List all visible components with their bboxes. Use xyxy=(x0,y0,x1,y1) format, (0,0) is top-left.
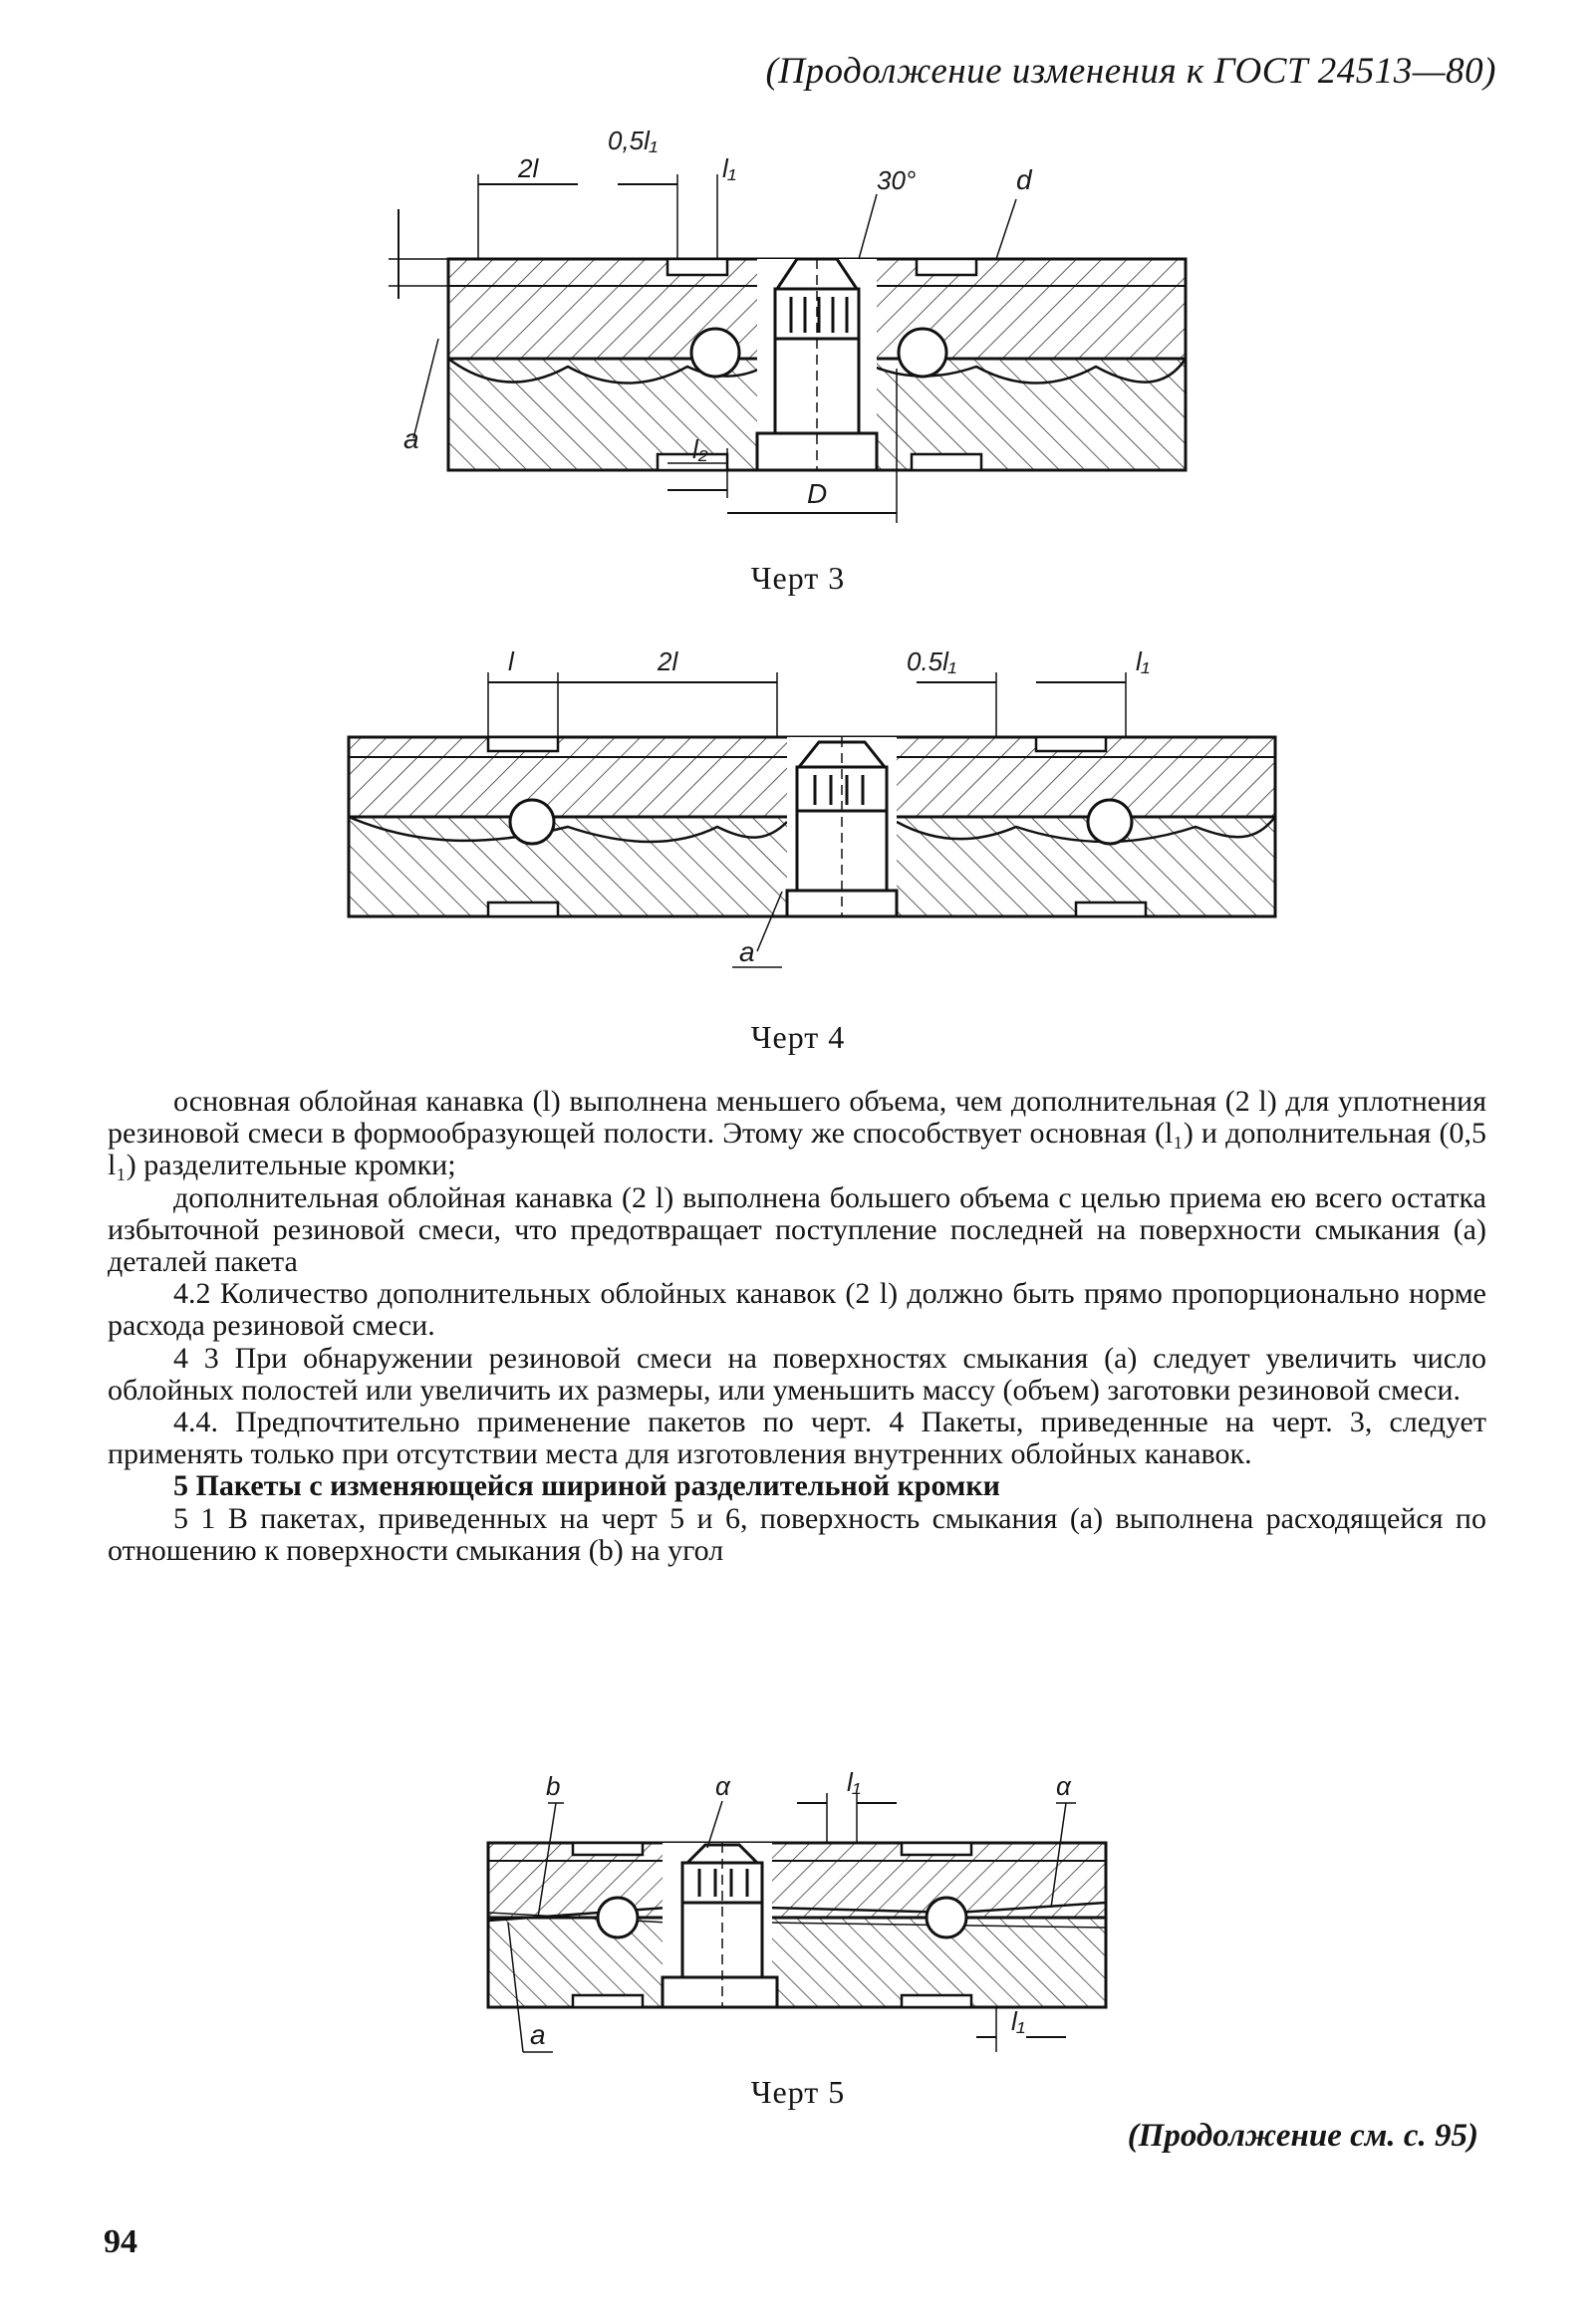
label-l: l xyxy=(508,646,514,676)
label-l1-bottom: l₁ xyxy=(1011,2006,1025,2036)
continuation-note: (Продолжение см. с. 95) xyxy=(1127,2118,1478,2154)
label-l2: l₂ xyxy=(692,434,708,464)
paragraph: 4 3 При обнаружении резиновой смеси на поверхностях смыкания (a) следует увеличить число облойных полостей или увеличить их размеры, или уменьшить массу (объем) заготовки резиновой смеси. xyxy=(108,1341,1486,1407)
label-2l: 2l xyxy=(518,153,539,183)
label-angle: 30° xyxy=(877,165,917,195)
label-l1-top: l₁ xyxy=(847,1767,861,1797)
paragraph: 4.4. Предпочтительно применение пакетов по черт. 4 Пакеты, приведенные на черт. 3, следует применять только при отсутствии места для изготовления внутренних облойных канавок. xyxy=(108,1406,1486,1471)
label-2l: 2l xyxy=(658,646,678,676)
label-alpha-left: α xyxy=(715,1771,730,1801)
figure-5-caption: Черт 5 xyxy=(750,2074,846,2110)
page-header: (Продолжение изменения к ГОСТ 24513—80) xyxy=(765,51,1496,92)
figure-3-drawing xyxy=(379,120,1215,538)
label-b: b xyxy=(546,1771,561,1801)
label-d: d xyxy=(1016,164,1032,195)
figure-5-drawing xyxy=(438,1763,1136,2062)
paragraph: 5 1 В пакетах, приведенных на черт 5 и 6, поверхность смыкания (a) выполнена расходящейся по отношению к поверхности смыкания (b) на угол xyxy=(108,1501,1486,1567)
figure-4-caption: Черт 4 xyxy=(750,1019,846,1055)
body-text xyxy=(108,1086,1486,1567)
lower-plate xyxy=(488,1918,1106,2007)
label-a: a xyxy=(739,936,755,967)
label-l1: l₁ xyxy=(722,153,736,183)
label-half-l1: 0,5l₁ xyxy=(608,126,659,155)
paragraph: 4.2 Количество дополнительных облойных канавок (2 l) должно быть прямо пропорционально норме расхода резиновой смеси. xyxy=(108,1277,1486,1343)
label-alpha-right: α xyxy=(1056,1771,1071,1801)
paragraph: основная облойная канавка (l) выполнена меньшего объема, чем дополнительная (2 l) для уплотнения резиновой смеси в формообразующей полости. Этому же способствует основная (l₁) и дополнительная (0,5 l₁) разделительные кромки; xyxy=(108,1085,1486,1182)
paragraph: дополнительная облойная канавка (2 l) выполнена большего объема с целью приема ею всего остатка избыточной резиновой смеси, что предотвращает поступление последней на поверхности смыкания (a) деталей пакета xyxy=(108,1180,1486,1279)
label-a: a xyxy=(403,423,419,454)
label-a: a xyxy=(530,2019,546,2050)
section-heading: 5 Пакеты с изменяющейся шириной разделительной кромки xyxy=(173,1469,1000,1503)
figure-4-drawing xyxy=(339,633,1295,971)
page-number: 94 xyxy=(104,2223,137,2260)
label-D: D xyxy=(807,478,828,509)
label-half-l1: 0.5l₁ xyxy=(907,646,957,676)
label-l1: l₁ xyxy=(1136,646,1150,676)
figure-3-caption: Черт 3 xyxy=(750,560,846,596)
